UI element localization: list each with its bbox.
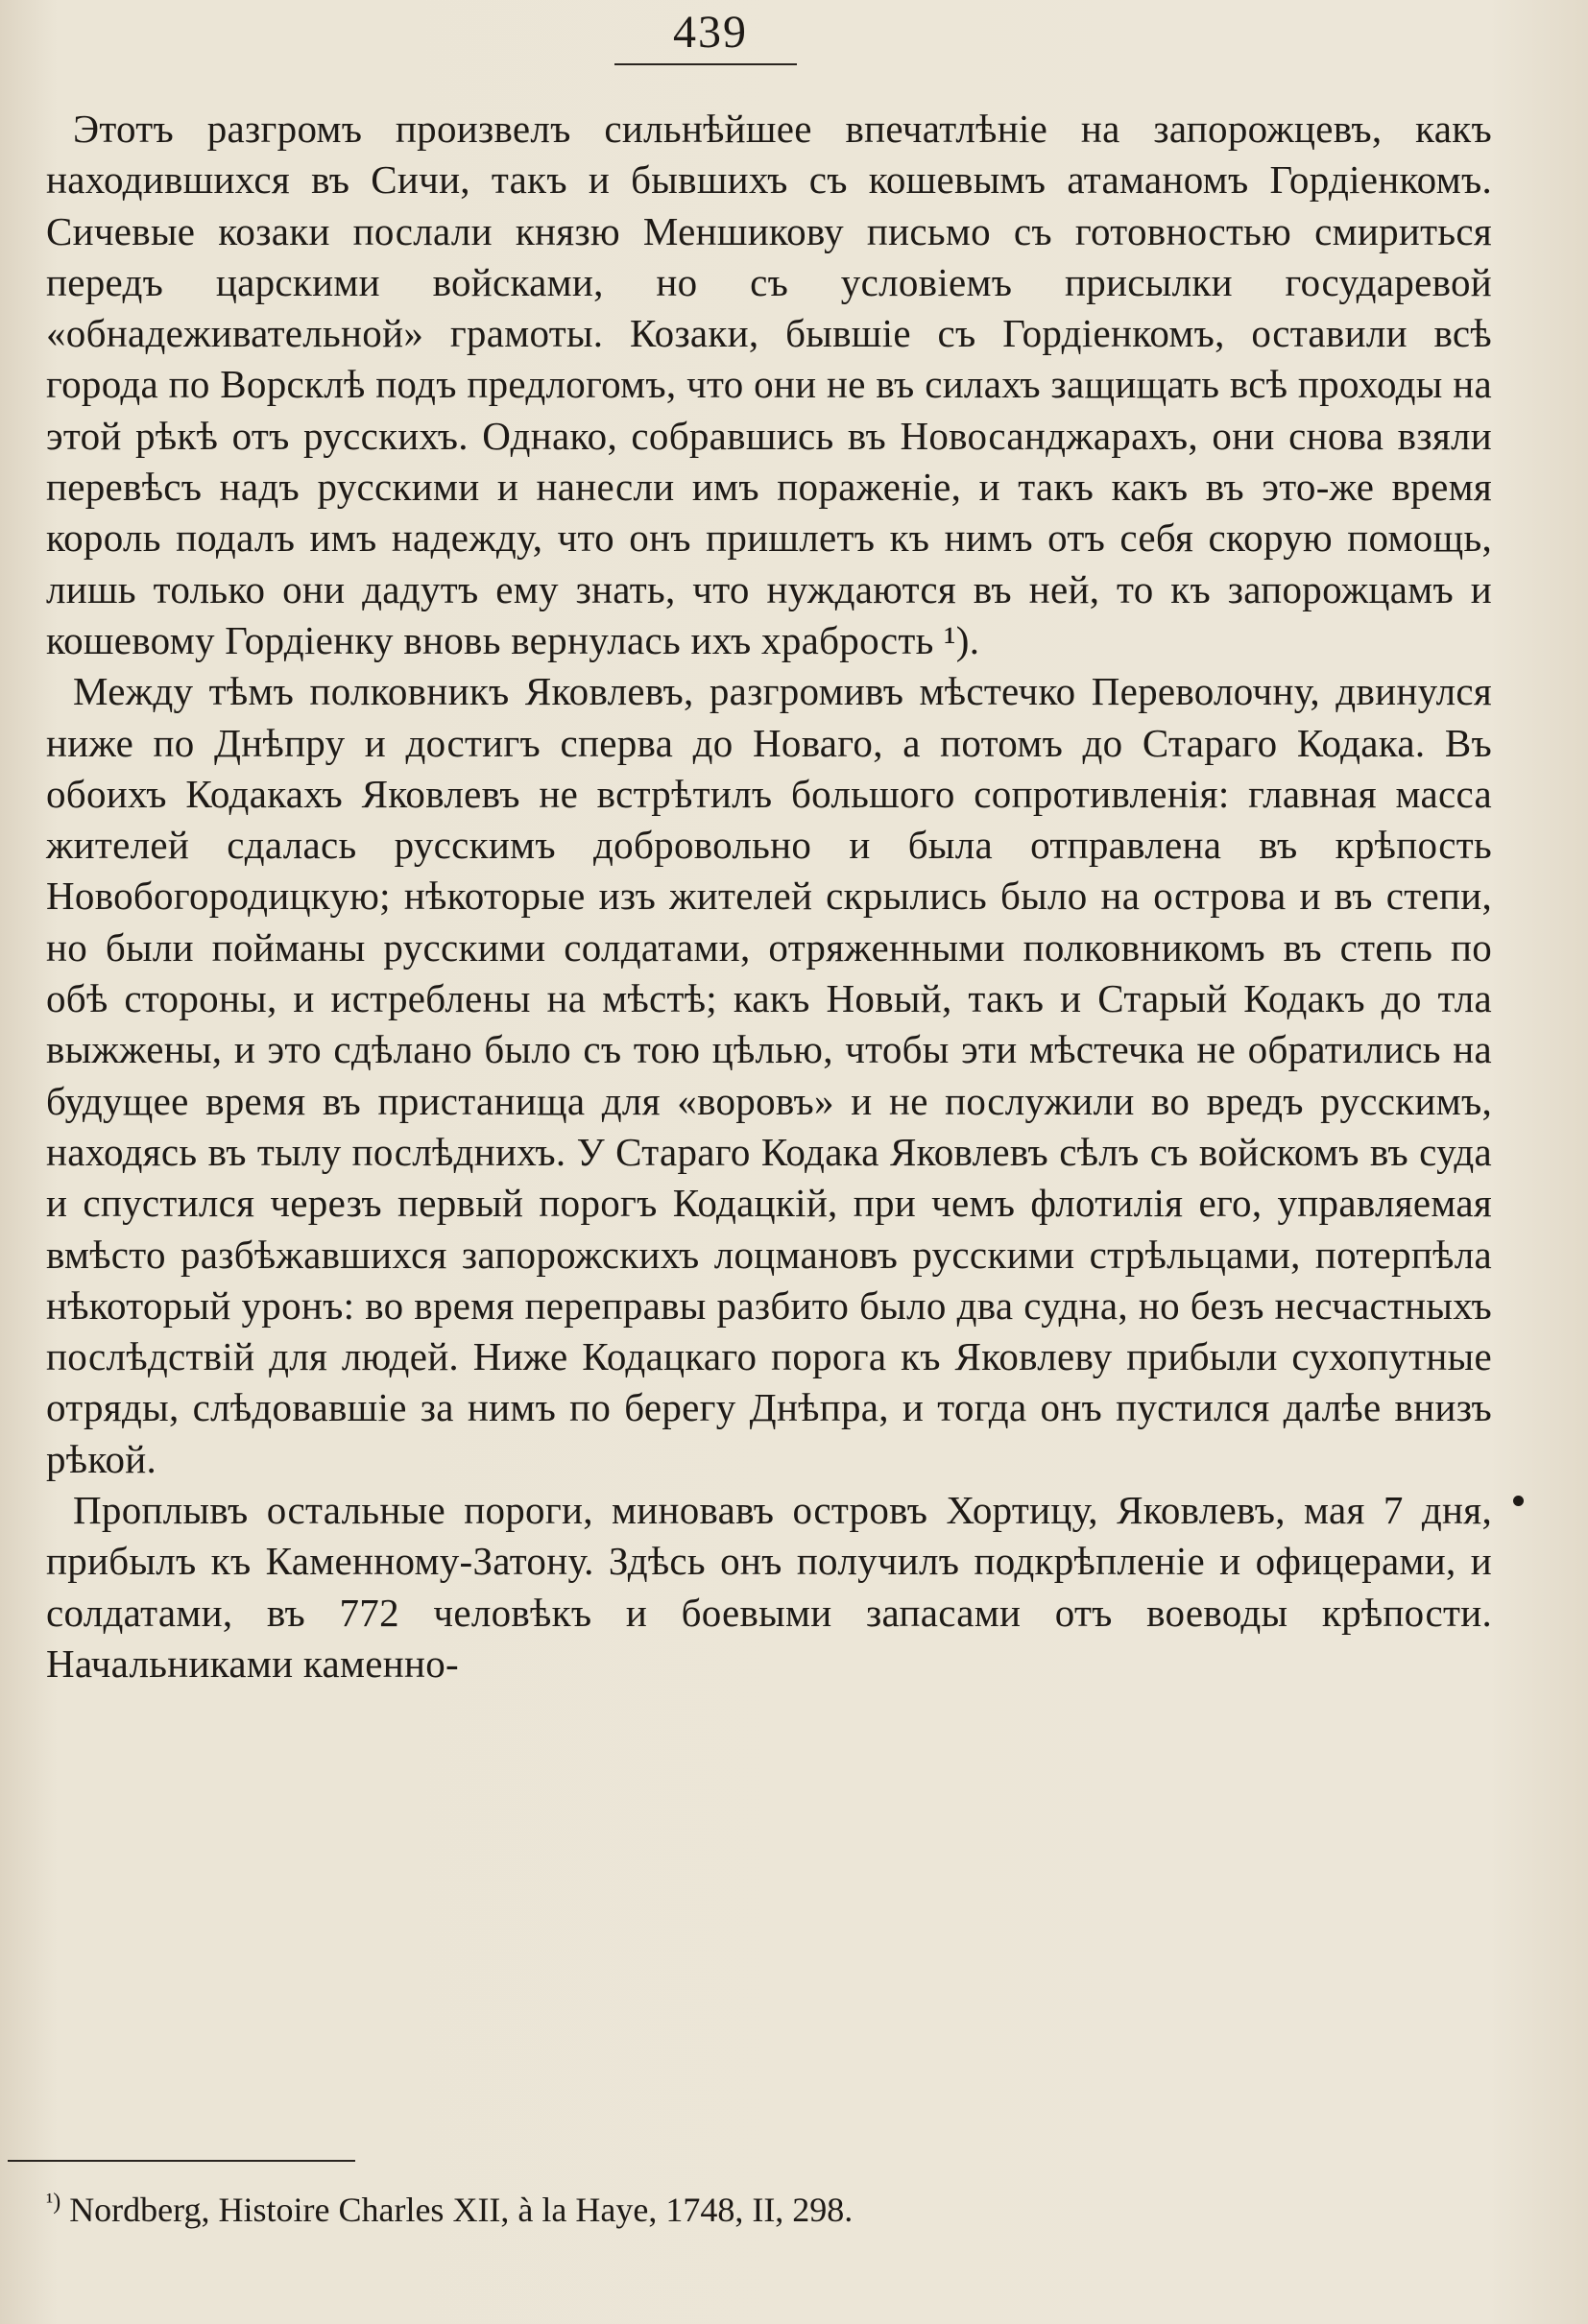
paragraph-1: Этотъ разгромъ произвелъ сильнѣйшее впечатлѣніе на запорожцевъ, какъ находившихся въ Сичи, такъ и бывшихъ съ кошевымъ атаманомъ Гордіенкомъ. Сичевые козаки послали князю Меншикову письмо съ готовностью смириться передъ царскими войсками, но съ условіемъ присылки государевой «обнадеживательной» грамоты. Козаки, бывшіе съ Гордіенкомъ, оставили всѣ города по Ворсклѣ подъ предлогомъ, что они не въ силахъ защищать всѣ проходы на этой рѣкѣ отъ русскихъ. Однако, собравшись въ Новосанджарахъ, они снова взяли перевѣсъ надъ русскими и нанесли имъ пораженіе, и такъ какъ въ это-же время король подалъ имъ надежду, что онъ пришлетъ къ нимъ отъ себя скорую помощь, лишь только они дадутъ ему знать, что нуждаются въ ней, то къ запорожцамъ и кошевому Гордіенку вновь вернулась ихъ храбрость ¹). [46, 107, 1492, 662]
page-number: 439 [673, 7, 748, 58]
footnote-rule [8, 2160, 355, 2162]
footnote [46, 2181, 1467, 2231]
footnote-text: Nordberg, Histoire Charles XII, à la Haye, 1748, II, 298. [69, 2191, 854, 2229]
margin-ink-dot [1513, 1496, 1524, 1506]
paragraph-2: Между тѣмъ полковникъ Яковлевъ, разгромивъ мѣстечко Переволочну, двинулся ниже по Днѣпру и достигъ сперва до Новаго, а потомъ до Стараго Кодака. Въ обоихъ Кодакахъ Яковлевъ не встрѣтилъ большого сопротивленія: главная масса жителей сдалась русскимъ добровольно и была отправлена въ крѣпость Новобогородицкую; нѣкоторые изъ жителей скрылись было на острова и въ степи, но были пойманы русскими солдатами, отряженными полковникомъ въ степь по обѣ стороны, и истреблены на мѣстѣ; какъ Новый, такъ и Старый Кодакъ до тла выжжены, и это сдѣлано было съ тою цѣлью, чтобы эти мѣстечка не обратились на будущее время въ пристанища для «воровъ» и не послужили во вредъ русскимъ, находясь въ тылу послѣднихъ. У Стараго Кодака Яковлевъ сѣлъ съ войскомъ въ суда и спустился черезъ первый порогъ Кодацкій, при чемъ флотилія его, управляемая вмѣсто разбѣжавшихся запорожскихъ лоцмановъ русскими стрѣльцами, потерпѣла нѣкоторый уронъ: во время переправы разбито было два судна, но безъ несчастныхъ послѣдствій для людей. Ниже Кодацкаго порога къ Яковлеву прибыли сухопутные отряды, слѣдовавшіе за нимъ по берегу Днѣпра, и тогда онъ пустился далѣе внизъ рѣкой. [46, 669, 1492, 1481]
header-rule [614, 63, 797, 65]
footnote-marker: ¹) [46, 2190, 61, 2215]
body-text [46, 104, 1492, 1689]
paragraph-3: Проплывъ остальные пороги, миновавъ островъ Хортицу, Яковлевъ, мая 7 дня, прибылъ къ Каменному-Затону. Здѣсь онъ получилъ подкрѣпленіе и офицерами, и солдатами, въ 772 человѣкъ и боевыми запасами отъ воеводы крѣпости. Начальниками каменно- [46, 1488, 1492, 1686]
